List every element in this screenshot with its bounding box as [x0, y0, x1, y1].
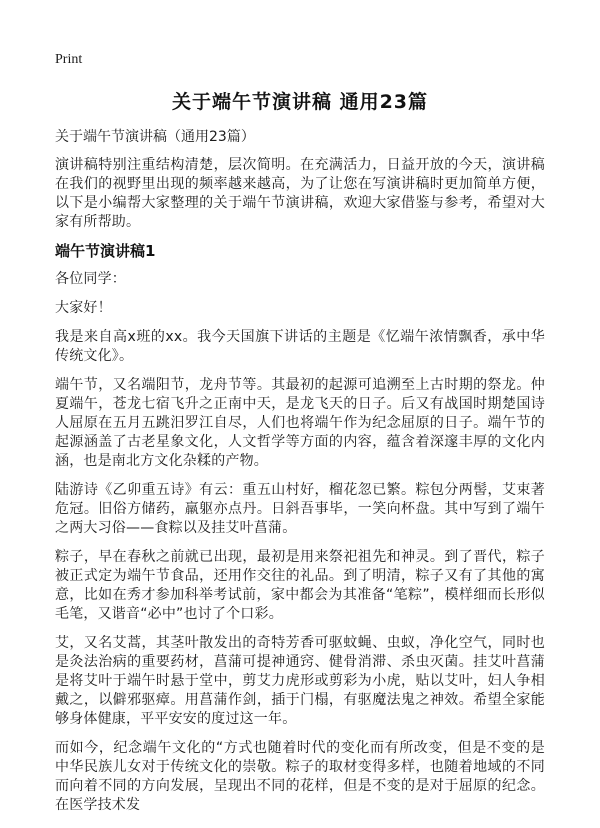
document-subtitle: 关于端午节演讲稿（通用23篇）	[55, 129, 255, 145]
paragraph-greeting: 大家好！	[55, 300, 112, 316]
intro-paragraph: 演讲稿特别注重结构清楚，层次简明。在充满活力，日益开放的今天，演讲稿在我们的视野里出现的频率越来越高，为了让您在写演讲稿时更加简单方便，以下是小编帮大家整理的关于端午节演讲稿，欢迎大家借鉴与参考，希望对大家有所帮助。	[55, 157, 545, 230]
paragraph-modern-commemoration: 而如今，纪念端午文化的“方式也随着时代的变化而有所改变，但是不变的是中华民族儿女对于传统文化的崇敬。粽子的取材变得多样，也随着地域的不同而向着不同的方向发展，呈现出不同的花样，但是不变的是对于屈原的纪念。在医学技术发	[55, 740, 545, 813]
section-heading-speech-1: 端午节演讲稿1	[55, 242, 156, 260]
paragraph-salutation: 各位同学：	[55, 271, 126, 287]
page-title: 关于端午节演讲稿 通用23篇	[171, 91, 429, 113]
paragraph-luyou-poem: 陆游诗《乙卯重五诗》有云：重五山村好，榴花忽已繁。粽包分两髻，艾束著危冠。旧俗方储药，羸躯亦点丹。日斜吾事毕，一笑向杯盘。其中写到了端午之两大习俗——食粽以及挂艾叶菖蒲。	[55, 482, 545, 536]
paragraph-zongzi-history: 粽子，早在春秋之前就已出现，最初是用来祭祀祖先和神灵。到了晋代，粽子被正式定为端午节食品，还用作交往的礼品。到了明清，粽子又有了其他的寓意，比如在秀才参加科举考试前，家中都会为其准备“笔粽”，模样细而长形似毛笔，又谐音“必中”也讨了个口彩。	[55, 549, 545, 622]
paragraph-mugwort-customs: 艾，又名艾蒿，其茎叶散发出的奇特芳香可驱蚊蝇、虫蚁，净化空气，同时也是灸法治病的重要药材，菖蒲可提神通窍、健骨消滞、杀虫灭菌。挂艾叶菖蒲是将艾叶于端午时悬于堂中，剪艾力虎形或剪彩为小虎，贴以艾叶，妇人争相戴之，以僻邪驱瘴。用菖蒲作剑，插于门榻，有驱魔法鬼之神效。希望全家能够身体健康，平平安安的度过这一年。	[55, 635, 545, 727]
print-link[interactable]: Print	[55, 52, 83, 67]
paragraph-festival-origin: 端午节，又名端阳节，龙舟节等。其最初的起源可追溯至上古时期的祭龙。仲夏端午，苍龙七宿飞升之正南中天，是龙飞天的日子。后又有战国时期楚国诗人屈原在五月五跳汨罗江自尽，人们也将端午作为纪念屈原的日子。端午节的起源涵盖了古老星象文化，人文哲学等方面的内容，蕴含着深邃丰厚的文化内涵，也是南北方文化杂糅的产物。	[55, 377, 545, 469]
paragraph-self-introduction: 我是来自高x班的xx。我今天国旗下讲话的主题是《忆端午浓情飘香，承中华传统文化》。	[55, 329, 545, 364]
